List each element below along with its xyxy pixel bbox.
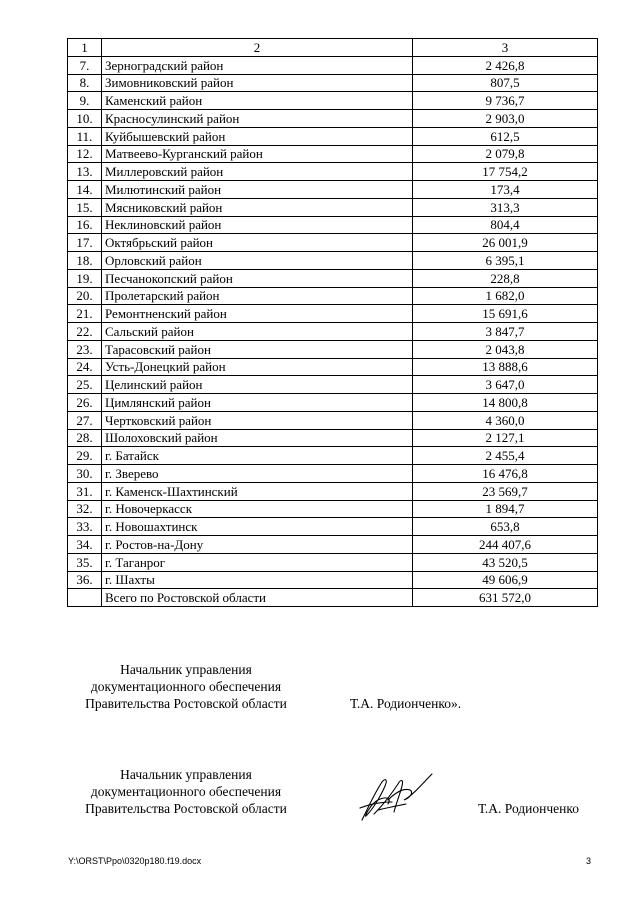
table-row: [68, 181, 598, 199]
row-name: Мясниковский район: [102, 198, 413, 216]
row-number: 21.: [68, 305, 102, 323]
table-body: [68, 39, 598, 607]
table-row: [68, 252, 598, 270]
row-value: 14 800,8: [413, 394, 598, 412]
row-number: 19.: [68, 269, 102, 287]
table-row: [68, 571, 598, 589]
row-value: 173,4: [413, 181, 598, 199]
row-name: г. Таганрог: [102, 553, 413, 571]
signature-block-1-title: [70, 661, 302, 712]
row-number: 25.: [68, 376, 102, 394]
row-number: 26.: [68, 394, 102, 412]
row-number: 20.: [68, 287, 102, 305]
row-number: 16.: [68, 216, 102, 234]
row-name: г. Зверево: [102, 465, 413, 483]
signature-1-name: Т.А. Родионченко».: [350, 696, 462, 711]
table-row: [68, 465, 598, 483]
row-name: Сальский район: [102, 323, 413, 341]
signature-1-line-2: документационного обеспечения: [90, 679, 282, 694]
row-value: 15 691,6: [413, 305, 598, 323]
row-value: 228,8: [413, 269, 598, 287]
row-number: 22.: [68, 323, 102, 341]
signature-2-name: Т.А. Родионченко: [478, 801, 579, 816]
table-row: [68, 216, 598, 234]
handwritten-signature: [352, 770, 436, 828]
row-number: 14.: [68, 181, 102, 199]
table-row: [68, 482, 598, 500]
row-name: Неклиновский район: [102, 216, 413, 234]
row-name: Всего по Ростовской области: [102, 589, 413, 607]
table-row: [68, 198, 598, 216]
signature-2-line-1: Начальник управления: [120, 767, 252, 782]
row-value: 26 001,9: [413, 234, 598, 252]
row-value: 23 569,7: [413, 482, 598, 500]
table-row: [68, 500, 598, 518]
table-row: [68, 163, 598, 181]
header-cell-1: 1: [68, 39, 102, 57]
row-number: 32.: [68, 500, 102, 518]
row-number: 36.: [68, 571, 102, 589]
row-value: 49 606,9: [413, 571, 598, 589]
signature-block-2-title: [70, 766, 302, 817]
row-value: 313,3: [413, 198, 598, 216]
row-number: 12.: [68, 145, 102, 163]
row-value: 2 426,8: [413, 56, 598, 74]
row-value: 244 407,6: [413, 536, 598, 554]
row-value: 1 682,0: [413, 287, 598, 305]
row-name: Каменский район: [102, 92, 413, 110]
row-name: Куйбышевский район: [102, 127, 413, 145]
row-value: 6 395,1: [413, 252, 598, 270]
table-row: [68, 234, 598, 252]
row-value: 1 894,7: [413, 500, 598, 518]
row-number: 17.: [68, 234, 102, 252]
row-number: 11.: [68, 127, 102, 145]
row-number: 28.: [68, 429, 102, 447]
row-number: 13.: [68, 163, 102, 181]
header-cell-2: 2: [102, 39, 413, 57]
table-row: [68, 447, 598, 465]
row-value: 3 847,7: [413, 323, 598, 341]
table-row: [68, 127, 598, 145]
page-number: 3: [586, 856, 592, 866]
signature-1-line-1: Начальник управления: [120, 662, 252, 677]
row-number: 9.: [68, 92, 102, 110]
row-value: 4 360,0: [413, 411, 598, 429]
row-number: 10.: [68, 110, 102, 128]
row-number: [68, 589, 102, 607]
row-value: 2 043,8: [413, 340, 598, 358]
row-value: 13 888,6: [413, 358, 598, 376]
row-value: 804,4: [413, 216, 598, 234]
row-name: Ремонтненский район: [102, 305, 413, 323]
signature-1-line-3: Правительства Ростовской области: [85, 696, 287, 711]
row-number: 8.: [68, 74, 102, 92]
row-name: г. Шахты: [102, 571, 413, 589]
footer-file-path: Y:\ORST\Ppo\0320p180.f19.docx: [68, 856, 202, 866]
row-number: 23.: [68, 340, 102, 358]
row-value: 2 903,0: [413, 110, 598, 128]
row-name: г. Батайск: [102, 447, 413, 465]
table-row: [68, 145, 598, 163]
table-row: [68, 553, 598, 571]
row-value: 17 754,2: [413, 163, 598, 181]
table-row: [68, 340, 598, 358]
row-number: 27.: [68, 411, 102, 429]
row-name: Красносулинский район: [102, 110, 413, 128]
table-header-row: [68, 39, 598, 57]
table-row: [68, 358, 598, 376]
row-name: Шолоховский район: [102, 429, 413, 447]
row-name: г. Новошахтинск: [102, 518, 413, 536]
table-row: [68, 394, 598, 412]
row-number: 30.: [68, 465, 102, 483]
row-number: 15.: [68, 198, 102, 216]
table-row: [68, 323, 598, 341]
row-name: Зерноградский район: [102, 56, 413, 74]
row-number: 33.: [68, 518, 102, 536]
row-value: 2 455,4: [413, 447, 598, 465]
row-name: Цимлянский район: [102, 394, 413, 412]
row-name: Целинский район: [102, 376, 413, 394]
row-name: г. Каменск-Шахтинский: [102, 482, 413, 500]
row-value: 807,5: [413, 74, 598, 92]
row-name: Октябрьский район: [102, 234, 413, 252]
row-name: Песчанокопский район: [102, 269, 413, 287]
row-number: 29.: [68, 447, 102, 465]
table-row: [68, 56, 598, 74]
table-row: [68, 305, 598, 323]
row-value: 653,8: [413, 518, 598, 536]
table-row: [68, 110, 598, 128]
table-row: [68, 269, 598, 287]
table-row: [68, 429, 598, 447]
row-name: Матвеево-Курганский район: [102, 145, 413, 163]
row-name: Миллеровский район: [102, 163, 413, 181]
row-value: 631 572,0: [413, 589, 598, 607]
row-name: г. Новочеркасск: [102, 500, 413, 518]
row-value: 612,5: [413, 127, 598, 145]
table-row: [68, 376, 598, 394]
table-total-row: [68, 589, 598, 607]
row-value: 2 127,1: [413, 429, 598, 447]
row-number: 34.: [68, 536, 102, 554]
table-row: [68, 287, 598, 305]
row-number: 7.: [68, 56, 102, 74]
data-table: [67, 38, 598, 607]
row-number: 31.: [68, 482, 102, 500]
row-name: г. Ростов-на-Дону: [102, 536, 413, 554]
row-value: 16 476,8: [413, 465, 598, 483]
signature-2-line-3: Правительства Ростовской области: [85, 801, 287, 816]
row-value: 3 647,0: [413, 376, 598, 394]
table-row: [68, 92, 598, 110]
row-name: Зимовниковский район: [102, 74, 413, 92]
row-name: Милютинский район: [102, 181, 413, 199]
table-row: [68, 518, 598, 536]
row-number: 35.: [68, 553, 102, 571]
table-row: [68, 74, 598, 92]
row-number: 18.: [68, 252, 102, 270]
row-value: 43 520,5: [413, 553, 598, 571]
row-name: Пролетарский район: [102, 287, 413, 305]
row-name: Тарасовский район: [102, 340, 413, 358]
row-value: 2 079,8: [413, 145, 598, 163]
row-name: Орловский район: [102, 252, 413, 270]
row-value: 9 736,7: [413, 92, 598, 110]
row-name: Чертковский район: [102, 411, 413, 429]
table-row: [68, 411, 598, 429]
row-name: Усть-Донецкий район: [102, 358, 413, 376]
table-row: [68, 536, 598, 554]
header-cell-3: 3: [413, 39, 598, 57]
row-number: 24.: [68, 358, 102, 376]
signature-2-line-2: документационного обеспечения: [90, 784, 282, 799]
